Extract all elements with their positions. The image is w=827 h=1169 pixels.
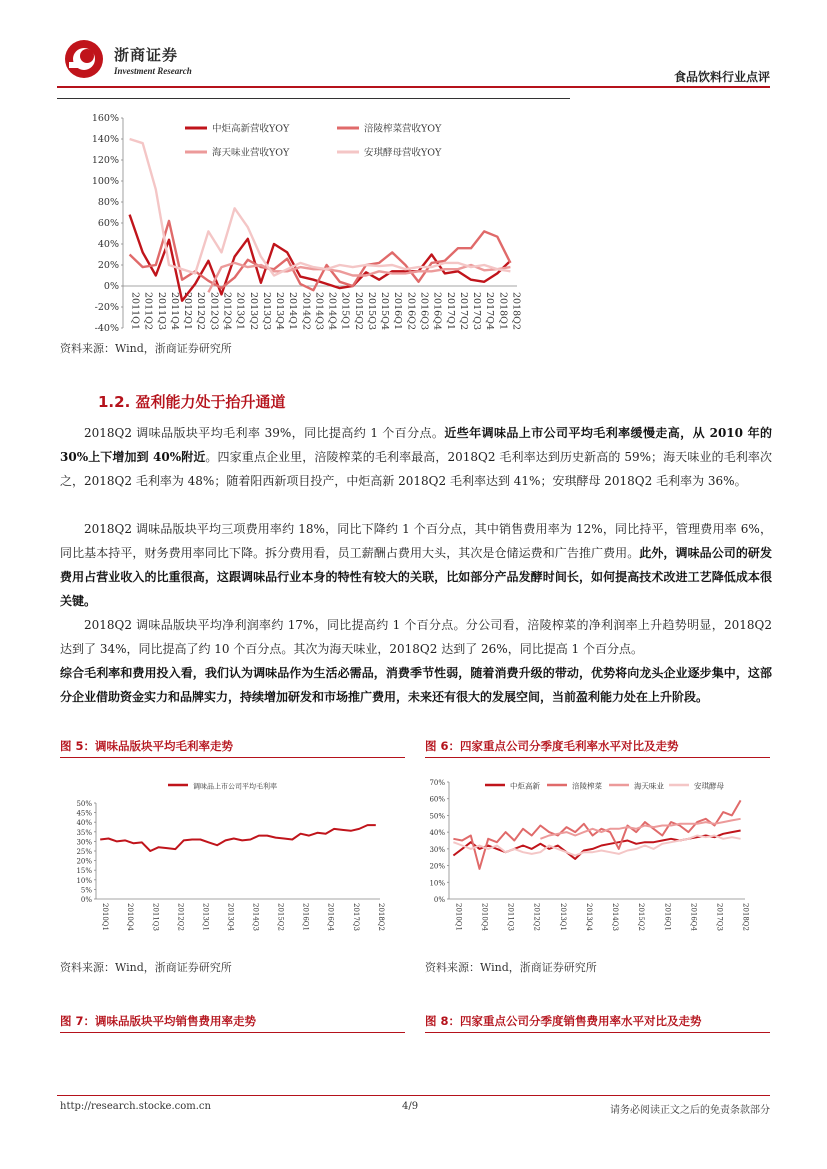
x-tick-label: 2015Q3 [365, 292, 377, 331]
x-tick-label: 2013Q1 [234, 292, 246, 331]
gross-margin-chart [60, 763, 405, 951]
legend-label: 中炬高新营收YOY [212, 123, 290, 135]
chart-top-source: 资料来源：Wind，浙商证券研究所 [60, 342, 232, 355]
legend-label: 涪陵榨菜营收YOY [364, 123, 442, 135]
x-tick-label: 2016Q1 [392, 292, 404, 331]
figure6-caption: 图 6：四家重点公司分季度毛利率水平对比及走势 [425, 739, 679, 753]
x-tick-label: 2014Q3 [251, 903, 260, 932]
y-tick-label: 10% [429, 879, 445, 888]
x-tick-label: 2013Q3 [260, 292, 272, 331]
figure7-rule [60, 1032, 405, 1033]
y-tick-label: -20% [94, 302, 119, 313]
x-tick-label: 2016Q4 [431, 292, 443, 331]
company-gross-margin-chart [425, 763, 770, 951]
x-tick-label: 2011Q3 [155, 292, 167, 331]
x-tick-label: 2016Q4 [689, 903, 698, 932]
y-tick-label: 120% [91, 155, 119, 166]
bold-run: 近些年调味品上市公司平均毛利率缓慢走高，从 2010 年的 30%上下增加到 40%附近 [60, 426, 772, 464]
y-tick-label: 60% [97, 218, 119, 229]
bold-run: 综合毛利率和费用投入看，我们认为调味品作为生活必需品，消费季节性弱，随着消费升级的带动，优势将向龙头企业逐步集中，这部分企业借助资金实力和品牌实力，持续增加研发和市场推广费用，未来还有很大的发展空间，当前盈利能力处在上升阶段。 [60, 666, 772, 704]
revenue-yoy-chart [57, 104, 570, 336]
y-tick-label: 100% [91, 176, 119, 187]
x-tick-label: 2011Q3 [506, 903, 515, 932]
chart-top-rule [57, 98, 570, 99]
legend-label: 安琪酵母营收YOY [364, 147, 442, 159]
section-heading: 1.2. 盈利能力处于抬升通道 [98, 393, 286, 411]
header-divider [57, 86, 770, 88]
legend-label: 调味品上市公司平均毛利率 [193, 782, 277, 791]
y-tick-label: 0% [433, 896, 445, 904]
figure5-rule [60, 757, 405, 758]
x-tick-label: 2014Q3 [611, 903, 620, 932]
y-tick-label: 60% [429, 795, 445, 804]
series-line [130, 139, 511, 276]
x-tick-label: 2010Q1 [454, 903, 463, 932]
plot-frame [96, 803, 380, 899]
y-tick-label: 45% [76, 809, 92, 818]
y-tick-label: 40% [97, 239, 119, 250]
figure7-caption: 图 7：调味品版块平均销售费用率走势 [60, 1014, 257, 1028]
x-tick-label: 2014Q4 [326, 292, 338, 331]
paragraph-expense-ratio [60, 517, 772, 613]
x-tick-label: 2017Q1 [444, 292, 456, 331]
page-number: 4/9 [402, 1101, 419, 1112]
x-tick-label: 2011Q4 [168, 292, 180, 331]
report-type: 食品饮料行业点评 [673, 70, 770, 84]
figure8-caption: 图 8：四家重点公司分季度销售费用率水平对比及走势 [425, 1014, 702, 1028]
x-tick-label: 2013Q2 [247, 292, 259, 331]
x-tick-label: 2010Q1 [101, 903, 110, 932]
y-tick-label: 0% [80, 896, 92, 904]
x-tick-label: 2016Q3 [418, 292, 430, 331]
footer-url: http://research.stocke.com.cn [60, 1101, 211, 1112]
series-line [130, 215, 511, 301]
paragraph-gross-margin [60, 421, 772, 493]
x-tick-label: 2018Q2 [741, 903, 750, 932]
y-tick-label: 70% [429, 779, 445, 787]
x-tick-label: 2012Q4 [221, 292, 233, 331]
footer-divider [57, 1095, 770, 1096]
y-tick-label: 35% [76, 828, 92, 837]
x-tick-label: 2013Q4 [226, 903, 235, 932]
y-tick-label: 30% [429, 845, 445, 854]
x-tick-label: 2010Q4 [480, 903, 489, 932]
y-tick-label: 30% [76, 838, 92, 847]
x-tick-label: 2011Q3 [151, 903, 160, 932]
footer-disclaimer: 请务必阅读正文之后的免责条款部分 [610, 1105, 770, 1116]
y-tick-label: 80% [97, 197, 119, 208]
x-tick-label: 2011Q2 [142, 292, 154, 331]
x-tick-label: 2012Q2 [532, 903, 541, 932]
y-tick-label: 20% [429, 862, 445, 871]
text-run: 2018Q2 调味品版块平均净利润率约 17%，同比提高约 1 个百分点。分公司看，涪陵榨菜的净利润率上升趋势明显，2018Q2 达到了 34%，同比提高了约 10 个百分点。其次为海天味业，2018Q2 达到了 26%，同比提高 1 个百分点。 [60, 618, 772, 656]
y-tick-label: 20% [76, 857, 92, 866]
y-tick-label: 0% [103, 281, 119, 292]
x-tick-label: 2017Q3 [715, 903, 724, 932]
text-run: 2018Q2 调味品版块平均毛利率 39%，同比提高约 1 个百分点。 [84, 426, 445, 440]
x-tick-label: 2014Q1 [287, 292, 299, 331]
logo-icon [63, 38, 105, 80]
series-line [130, 221, 511, 290]
x-tick-label: 2013Q1 [201, 903, 210, 932]
x-tick-label: 2015Q2 [637, 903, 646, 932]
legend-label: 海天味业营收YOY [212, 147, 290, 159]
x-tick-label: 2017Q3 [471, 292, 483, 331]
x-tick-label: 2013Q4 [584, 903, 593, 932]
paragraph-conclusion [60, 661, 772, 709]
text-run: 2018Q2 调味品版块平均三项费用率约 18%，同比下降约 1 个百分点，其中销售费用率为 12%，同比持平，管理费用率 6%，同比基本持平，财务费用率同比下降。拆分费用看，员工薪酬占费用大头，其次是仓储运费和广告推广费用。 [60, 522, 772, 560]
x-tick-label: 2015Q2 [276, 903, 285, 932]
x-tick-label: 2016Q4 [326, 903, 335, 932]
series-line [453, 836, 740, 856]
legend-label: 安琪酵母 [694, 781, 724, 791]
x-tick-label: 2012Q3 [208, 292, 220, 331]
x-tick-label: 2016Q2 [405, 292, 417, 331]
y-tick-label: 140% [91, 134, 119, 145]
figure8-rule [425, 1032, 770, 1033]
x-tick-label: 2013Q1 [558, 903, 567, 932]
x-tick-label: 2017Q4 [484, 292, 496, 331]
x-tick-label: 2017Q3 [351, 903, 360, 932]
figure6-rule [425, 757, 770, 758]
x-tick-label: 2015Q2 [352, 292, 364, 331]
series-line [100, 825, 376, 851]
y-tick-label: -40% [94, 323, 119, 334]
y-tick-label: 50% [429, 812, 445, 821]
bold-run: 此外，调味品公司的研发费用占营业收入的比重很高，这跟调味品行业本身的特性有较大的关联，比如部分产品发酵时间长，如何提高技术改进工艺降低成本很关键。 [60, 546, 772, 608]
legend-label: 海天味业 [634, 781, 664, 791]
y-tick-label: 10% [76, 876, 92, 885]
x-tick-label: 2018Q1 [497, 292, 509, 331]
y-tick-label: 25% [76, 848, 92, 856]
logo-text-cn: 浙商证券 [114, 46, 179, 64]
x-tick-label: 2012Q1 [182, 292, 194, 331]
legend-label: 涪陵榨菜 [572, 781, 602, 791]
x-tick-label: 2017Q2 [457, 292, 469, 331]
x-tick-label: 2011Q1 [129, 292, 141, 331]
x-tick-label: 2015Q4 [379, 292, 391, 331]
paragraph-net-margin [60, 613, 772, 661]
x-tick-label: 2014Q2 [300, 292, 312, 331]
y-tick-label: 20% [97, 260, 119, 271]
x-tick-label: 2015Q1 [339, 292, 351, 331]
x-tick-label: 2018Q2 [376, 903, 385, 932]
x-tick-label: 2013Q4 [274, 292, 286, 331]
text-run: 。四家重点企业里，涪陵榨菜的毛利率最高，2018Q2 毛利率达到历史新高的 59%；海天味业的毛利率次之，2018Q2 毛利率为 48%；随着阳西新项目投产，中炬高新 2018Q2 毛利率达到 41%；安琪酵母 2018Q2 毛利率为 36%。 [60, 450, 772, 488]
y-tick-label: 5% [80, 886, 92, 895]
legend-label: 中炬高新 [510, 781, 540, 791]
x-tick-label: 2018Q2 [510, 292, 522, 331]
figure5-caption: 图 5：调味品版块平均毛利率走势 [60, 739, 234, 753]
y-tick-label: 50% [76, 800, 92, 808]
x-tick-label: 2016Q1 [301, 903, 310, 932]
figure5-source: 资料来源：Wind，浙商证券研究所 [60, 961, 232, 974]
x-tick-label: 2016Q1 [663, 903, 672, 932]
x-tick-label: 2012Q2 [195, 292, 207, 331]
figure6-source: 资料来源：Wind，浙商证券研究所 [425, 961, 597, 974]
logo-text-en: Investment Research [114, 66, 192, 76]
y-tick-label: 160% [91, 113, 119, 124]
y-tick-label: 15% [76, 867, 92, 876]
y-tick-label: 40% [429, 829, 445, 838]
x-tick-label: 2014Q3 [313, 292, 325, 331]
x-tick-label: 2012Q2 [176, 903, 185, 932]
x-tick-label: 2010Q4 [126, 903, 135, 932]
y-tick-label: 40% [76, 819, 92, 828]
